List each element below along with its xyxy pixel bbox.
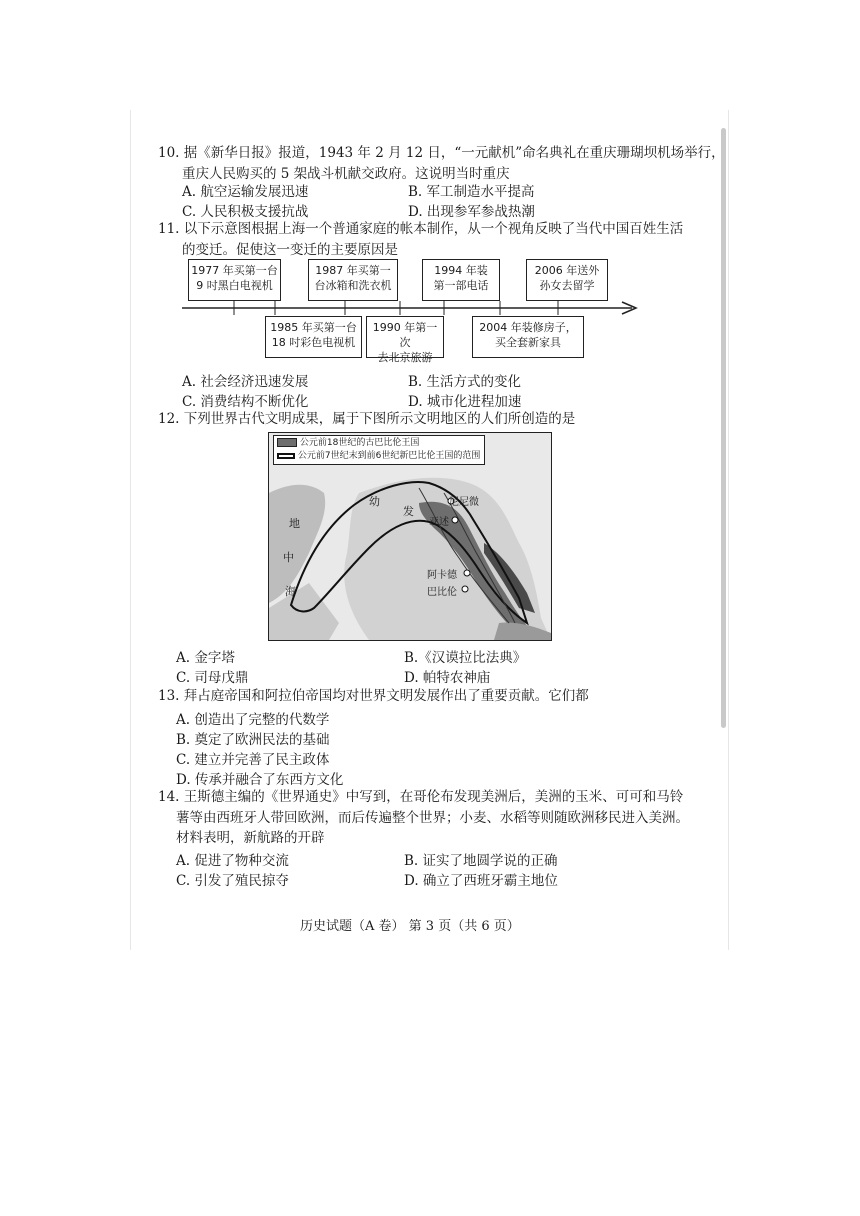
timeline-event-1990-line1: 1990 年第一次 — [372, 321, 438, 349]
q10-stem-line2: 重庆人民购买的 5 架战斗机献交政府。这说明当时重庆 — [182, 166, 510, 182]
q12-stem: 12. 下列世界古代文明成果，属于下图所示文明地区的人们所创造的是 — [158, 411, 576, 427]
q13-option-c: C. 建立并完善了民主政体 — [176, 752, 330, 768]
timeline-event-2004-line1: 2004 年装修房子， — [479, 321, 577, 334]
q13-option-a: A. 创造出了完整的代数学 — [176, 712, 330, 728]
legend-item-neo-babylon — [277, 450, 481, 463]
q14-option-c: C. 引发了殖民掠夺 — [176, 873, 289, 889]
legend-label-neo-babylon: 公元前7世纪末到前6世纪新巴比伦王国的范围 — [297, 451, 481, 461]
map-label-sea-1: 地 — [289, 517, 300, 530]
q12-option-c: C. 司母戊鼎 — [176, 670, 249, 686]
timeline-event-1985-line1: 1985 年买第一台 — [270, 321, 357, 334]
q14-option-a: A. 促进了物种交流 — [176, 853, 289, 869]
map-label-nineveh: 尼尼微 — [449, 497, 479, 508]
q11-stem-line2: 的变迁。促使这一变迁的主要原因是 — [182, 242, 398, 258]
page-left-edge — [130, 110, 131, 950]
q14-option-d: D. 确立了西班牙霸主地位 — [404, 873, 558, 889]
map-label-babylon: 巴比伦 — [427, 587, 457, 598]
timeline-event-1987-line1: 1987 年买第一 — [315, 264, 391, 277]
q11-option-c: C. 消费结构不断优化 — [182, 394, 309, 410]
q11-stem-line1: 11. 以下示意图根据上海一个普通家庭的帐本制作，从一个视角反映了当代中国百姓生活 — [158, 221, 684, 237]
q11-option-d: D. 城市化进程加速 — [408, 394, 522, 410]
q13-option-b: B. 奠定了欧洲民法的基础 — [176, 732, 330, 748]
scrollbar[interactable] — [721, 128, 726, 728]
map-label-region-2: 发 — [403, 505, 414, 518]
legend-item-babylon — [277, 437, 481, 450]
q10-stem-line1: 10. 据《新华日报》报道，1943 年 2 月 12 日，“一元献机”命名典礼在重庆珊瑚坝机场举行， — [158, 145, 725, 161]
legend-swatch-outline — [277, 453, 295, 459]
q11-option-a: A. 社会经济迅速发展 — [182, 374, 309, 390]
q10-option-d: D. 出现参军参战热潮 — [408, 204, 535, 220]
timeline-event-2006 — [526, 259, 608, 301]
timeline-event-1994-line1: 1994 年装 — [434, 264, 488, 277]
q13-stem: 13. 拜占庭帝国和阿拉伯帝国均对世界文明发展作出了重要贡献。它们都 — [158, 688, 589, 704]
q12-option-a: A. 金字塔 — [176, 650, 235, 666]
timeline-event-1987-line2: 台冰箱和洗衣机 — [314, 279, 392, 292]
map-label-sea-2: 中 — [283, 551, 294, 564]
q10-option-b: B. 军工制造水平提高 — [408, 184, 535, 200]
map-label-assyria: 亚述 — [429, 517, 449, 528]
map-legend — [273, 435, 485, 465]
page-right-edge — [728, 110, 729, 950]
q12-option-d: D. 帕特农神庙 — [404, 670, 491, 686]
q14-option-b: B. 证实了地圆学说的正确 — [404, 853, 558, 869]
timeline-event-1985 — [265, 316, 362, 358]
timeline-event-1987 — [308, 259, 398, 301]
timeline-event-1977-line1: 1977 年买第一台 — [191, 264, 278, 277]
q10-option-a: A. 航空运输发展迅速 — [182, 184, 309, 200]
timeline-event-1977-line2: 9 吋黑白电视机 — [196, 279, 273, 292]
timeline-event-2006-line2: 孙女去留学 — [539, 279, 595, 292]
timeline-event-1990 — [366, 316, 444, 364]
timeline-event-1985-line2: 18 吋彩色电视机 — [271, 336, 356, 349]
timeline-event-1977 — [188, 259, 281, 301]
map-label-sea-3: 海 — [285, 585, 296, 598]
q14-stem-line1: 14. 王斯德主编的《世界通史》中写到，在哥伦布发现美洲后，美洲的玉米、可可和马铃 — [158, 789, 684, 805]
timeline-event-2006-line1: 2006 年送外 — [534, 264, 600, 277]
q14-stem-line2: 薯等由西班牙人带回欧洲，而后传遍整个世界；小麦、水稻等则随欧洲移民进入美洲。 — [176, 810, 689, 826]
q11-option-b: B. 生活方式的变化 — [408, 374, 522, 390]
timeline-event-2004-line2: 买全套新家具 — [495, 336, 561, 349]
q14-stem-line3: 材料表明，新航路的开辟 — [176, 830, 325, 846]
legend-swatch-filled — [277, 438, 297, 447]
timeline-event-1994-line2: 第一部电话 — [433, 279, 489, 292]
timeline-event-1994 — [422, 259, 500, 301]
map-label-akkad: 阿卡德 — [427, 570, 457, 581]
q12-map — [268, 432, 552, 641]
timeline-event-1990-line2: 去北京旅游 — [377, 351, 433, 364]
page-footer: 历史试题（A 卷） 第 3 页（共 6 页） — [300, 919, 520, 934]
q10-option-c: C. 人民积极支援抗战 — [182, 204, 309, 220]
q12-option-b: B.《汉谟拉比法典》 — [404, 650, 527, 666]
timeline-event-2004 — [472, 316, 584, 358]
map-label-region-1: 幼 — [369, 495, 380, 508]
legend-label-babylon: 公元前18世纪的古巴比伦王国 — [299, 438, 420, 448]
q13-option-d: D. 传承并融合了东西方文化 — [176, 772, 344, 788]
